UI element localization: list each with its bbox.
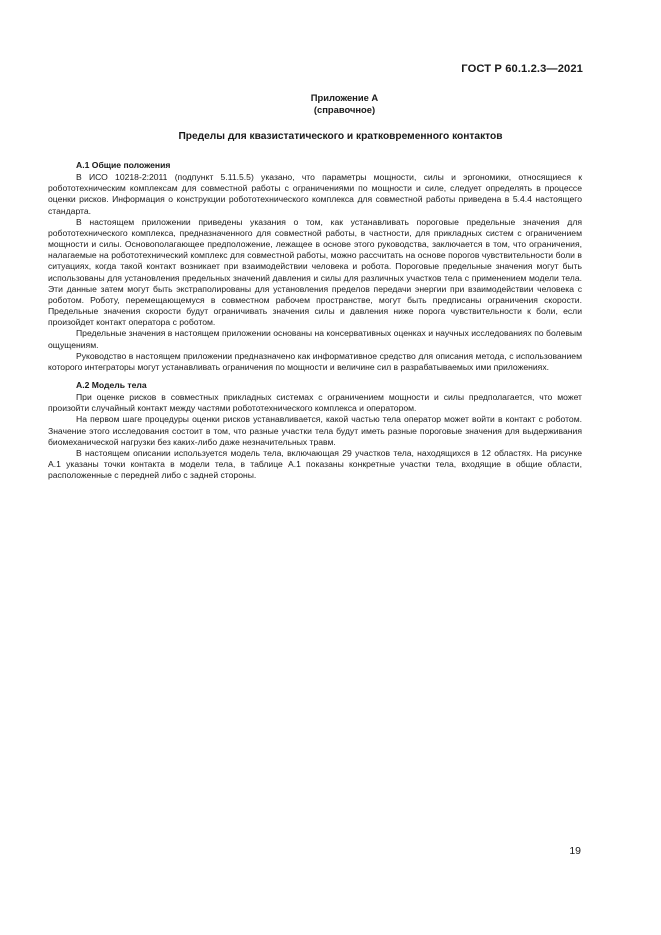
appendix-title: Пределы для квазистатического и кратковременного контактов xyxy=(178,131,503,142)
appendix-kind: (справочное) xyxy=(313,104,376,115)
document-body xyxy=(48,160,582,481)
section-general xyxy=(48,160,582,373)
paragraph: На первом шаге процедуры оценки рисков устанавливается, какой частью тела оператор может войти в контакт с роботом. Значение этого исследования состоит в том, что разные участки тела будут иметь разные пороговые значения для выдерживания биомеханической нагрузки без каких-либо даже незначительных травм. xyxy=(48,414,582,447)
paragraph: При оценке рисков в совместных прикладных системах с ограничением мощности и силы предполагается, что может произойти случайный контакт между частями робототехнического комплекса и оператором. xyxy=(48,392,582,414)
appendix-header xyxy=(0,92,661,116)
page-number: 19 xyxy=(569,845,581,857)
section-spacer xyxy=(48,373,582,380)
section-heading: А.2 Модель тела xyxy=(76,379,147,390)
paragraph: В настоящем описании используется модель тела, включающая 29 участков тела, находящихся в 12 областях. На рисунке А.1 указаны точки контакта в модели тела, в таблице А.1 показаны конкретные участки тела, входящие в общие области, расположенные с передней либо с задней стороны. xyxy=(48,447,582,481)
paragraph: Предельные значения в настоящем приложении основаны на консервативных оценках и научных исследованиях по болевым ощущениям. xyxy=(48,328,582,350)
paragraph: Руководство в настоящем приложении предназначено как информативное средство для описания метода, с использованием которого интеграторы могут устанавливать ограничения по мощности и величине сил в разрабатываемых ими приложениях. xyxy=(48,350,582,372)
paragraph: В ИСО 10218-2:2011 (подпункт 5.11.5.5) указано, что параметры мощности, силы и эргономики, относящиеся к робототехническим комплексам для совместной работы с ограничениями по мощности и силе, следует определять в процессе оценки рисков. Информация о конструкции робототехнического комплекса для совместной работы приведена в 5.4.4 настоящего стандарта. xyxy=(48,172,582,216)
paragraph: В настоящем приложении приведены указания о том, как устанавливать пороговые предельные значения для робототехнического комплекса, предназначенного для совместной работы, в частности, для прикладных систем с ограничением мощности и силы. Основополагающее предположение, лежащее в основе этого руководства, заключается в том, что ограничения, налагаемые на робототехнический комплекс для совместной работы, можно рассчитать на основе порогов чувствительности боли в ситуациях, когда такой контакт возникает при взаимодействии человека и робота. Пороговые предельные значения могут быть использованы для установления предельных значений давления и силы для различных участков тела с применением модели тела. Эти данные затем могут быть экстраполированы для установления пределов передачи энергии при взаимодействии человека с роботом. Роботу, перемещающемуся в совместном рабочем пространстве, могут быть предписаны ограничения скорости. Предельные значения скорости будут ограничивать значения силы и давления ниже порога чувствительности к боли, если произойдет контакт оператора с роботом. xyxy=(48,216,582,328)
appendix-label: Приложение А xyxy=(310,92,379,103)
document-code: ГОСТ Р 60.1.2.3—2021 xyxy=(461,63,583,75)
section-body-model xyxy=(48,380,582,481)
section-heading: А.1 Общие положения xyxy=(76,160,171,170)
